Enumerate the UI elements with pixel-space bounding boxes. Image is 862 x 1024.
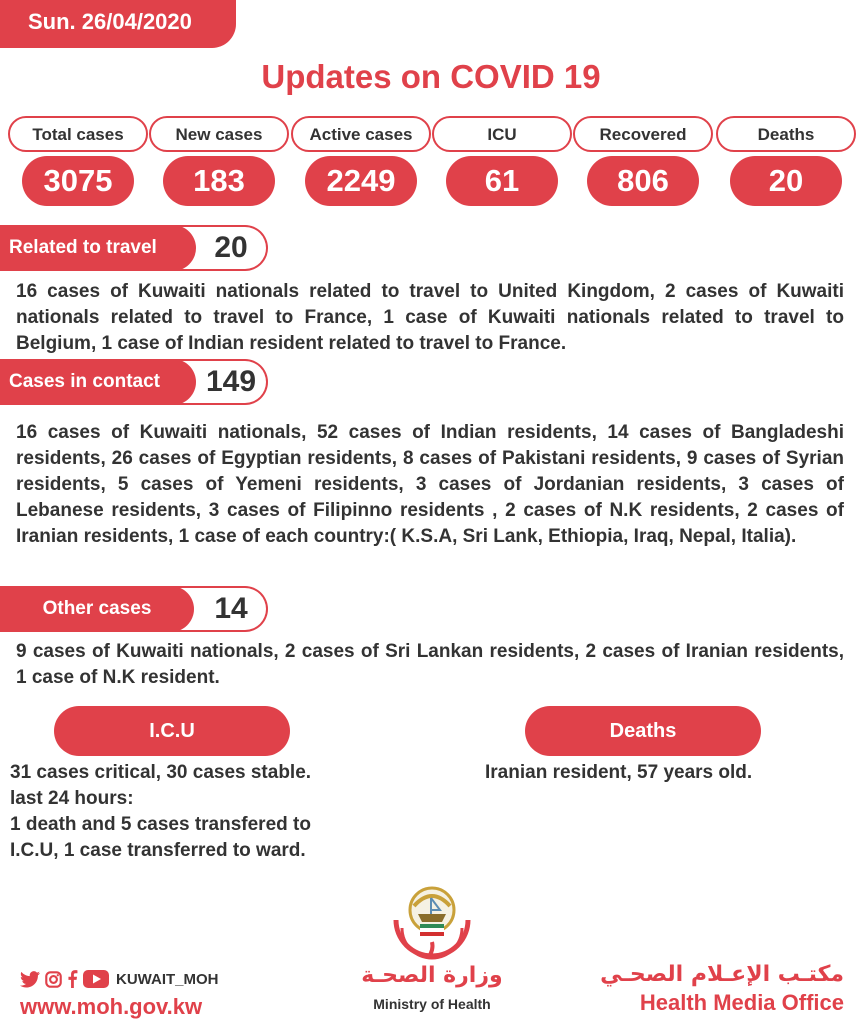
instagram-icon[interactable]	[45, 971, 62, 988]
travel-label: Related to travel	[0, 225, 196, 271]
stat-active-cases	[291, 116, 431, 211]
kuwait-emblem-icon	[384, 880, 480, 976]
twitter-icon[interactable]	[20, 971, 40, 988]
social-row	[20, 968, 219, 990]
travel-count: 20	[214, 231, 248, 264]
stat-label: Recovered	[573, 116, 713, 152]
social-handle[interactable]: KUWAIT_MOH	[116, 970, 219, 988]
stat-label: ICU	[432, 116, 572, 152]
stat-value: 806	[587, 156, 699, 206]
stat-total-cases	[8, 116, 148, 211]
stat-new-cases	[149, 116, 289, 211]
contact-count: 149	[205, 365, 257, 398]
contact-text: 16 cases of Kuwaiti nationals, 52 cases of Indian residents, 14 cases of Bangladeshi residents, 26 cases of Egyptian residents, 8 cases of Pakistani residents, 9 cases of Syrian residents, 5 cases of Yemeni residents, 3 cases of Jordanian residents, 3 cases of Lebanese residents, 3 cases of Filipinno residents , 2 cases of N.K residents, 2 cases of Iranian residents, 1 case of each country:( K.S.A, Sri Lank, Ethiopia, Iraq, Nepal, Italia).	[16, 422, 844, 547]
contact-header	[0, 359, 270, 405]
stats-row	[8, 116, 856, 211]
contact-label: Cases in contact	[0, 359, 196, 405]
icu-details	[10, 760, 370, 864]
icu-line: 1 death and 5 cases transfered to	[10, 814, 311, 835]
travel-text: 16 cases of Kuwaiti nationals related to travel to United Kingdom, 2 cases of Kuwaiti nationals related to travel to France, 1 case of Kuwaiti nationals related to travel to Belgium, 1 case of Indian resident related to travel to France.	[16, 281, 844, 354]
date-badge: Sun. 26/04/2020	[0, 0, 236, 48]
stat-label: Active cases	[291, 116, 431, 152]
stat-value: 20	[730, 156, 842, 206]
ministry-name-english: Ministry of Health	[373, 996, 491, 1012]
icu-header: I.C.U	[54, 706, 290, 756]
stat-label: New cases	[149, 116, 289, 152]
deaths-header: Deaths	[525, 706, 761, 756]
stat-value: 2249	[305, 156, 417, 206]
stat-deaths	[716, 116, 856, 211]
stat-value: 3075	[22, 156, 134, 206]
icu-line: last 24 hours:	[10, 788, 134, 809]
travel-header	[0, 225, 270, 271]
other-count: 14	[214, 592, 248, 625]
deaths-text: Iranian resident, 57 years old.	[485, 762, 753, 783]
website-link[interactable]: www.moh.gov.kw	[20, 994, 203, 1019]
ministry-name-arabic: وزارة الصحـة	[361, 963, 503, 988]
office-name-arabic: مكتـب الإعـلام الصحـي	[600, 962, 844, 987]
stat-label: Total cases	[8, 116, 148, 152]
page-title: Updates on COVID 19	[261, 58, 601, 95]
stat-icu	[432, 116, 572, 211]
social-block	[20, 968, 219, 1020]
office-name-english: Health Media Office	[639, 990, 844, 1015]
icu-line: I.C.U, 1 case transferred to ward.	[10, 840, 306, 861]
icu-line: 31 cases critical, 30 cases stable.	[10, 762, 312, 783]
stat-value: 61	[446, 156, 558, 206]
stat-value: 183	[163, 156, 275, 206]
facebook-icon[interactable]	[67, 970, 78, 988]
youtube-icon[interactable]	[83, 970, 109, 988]
stat-label: Deaths	[716, 116, 856, 152]
stat-recovered	[573, 116, 713, 211]
other-header	[0, 586, 270, 632]
other-text: 9 cases of Kuwaiti nationals, 2 cases of Sri Lankan residents, 2 cases of Iranian residents, 1 case of N.K resident.	[16, 641, 844, 688]
other-label: Other cases	[0, 586, 194, 632]
